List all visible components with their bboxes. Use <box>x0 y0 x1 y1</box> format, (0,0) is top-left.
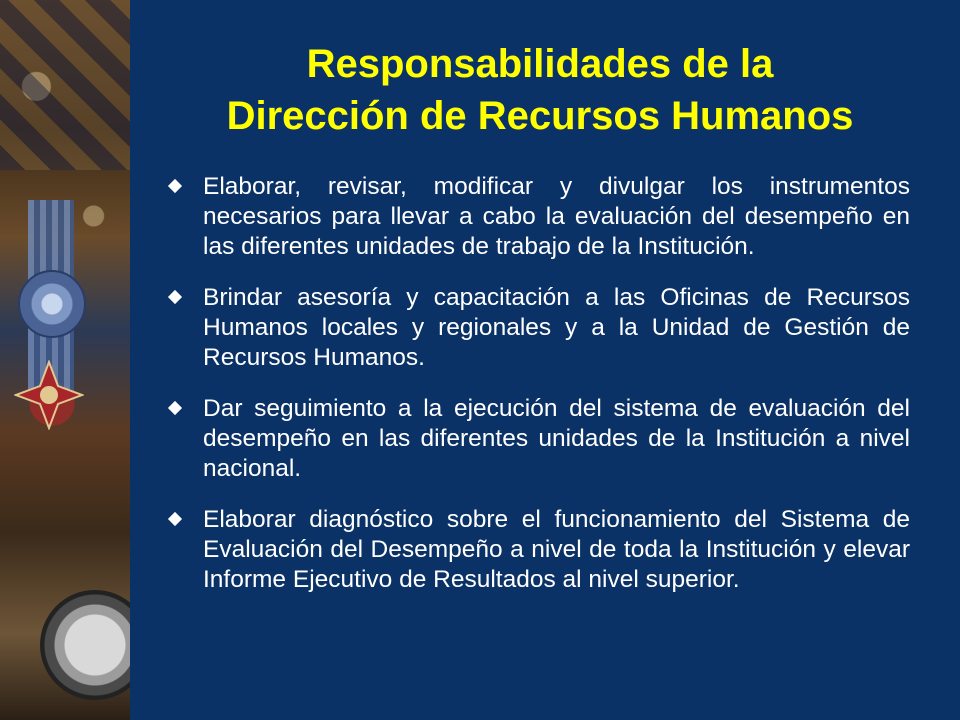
bullet-text: Elaborar diagnóstico sobre el funcionamiento del Sistema de Evaluación del Desempeño a nivel de toda la Institución y elevar Informe Ejecutivo de Resultados al nivel superior. <box>203 506 910 593</box>
slide-title-line-1: Responsabilidades de la <box>306 42 774 86</box>
bullet-item <box>168 283 910 373</box>
bullet-text: Dar seguimiento a la ejecución del sistema de evaluación del desempeño en las diferentes unidades de la Institución a nivel nacional. <box>203 395 910 482</box>
bullet-text: Brindar asesoría y capacitación a las Oficinas de Recursos Humanos locales y regionales y a la Unidad de Gestión de Recursos Humanos. <box>203 284 910 371</box>
diamond-bullet-icon <box>168 512 182 526</box>
slide-title-line-2: Dirección de Recursos Humanos <box>226 94 854 138</box>
bullet-list <box>168 172 910 616</box>
decorative-photo-strip <box>0 0 130 720</box>
bullet-item <box>168 172 910 262</box>
bullet-item <box>168 394 910 484</box>
bullet-text: Elaborar, revisar, modificar y divulgar los instrumentos necesarios para llevar a cabo la evaluación del desempeño en las diferentes unidades de trabajo de la Institución. <box>203 173 910 260</box>
slide-title <box>130 38 950 142</box>
diamond-bullet-icon <box>168 179 182 193</box>
bullet-item <box>168 505 910 595</box>
diamond-bullet-icon <box>168 290 182 304</box>
compass-image <box>40 590 130 700</box>
medal-cross-icon <box>14 360 84 430</box>
photo-box-texture <box>0 0 130 170</box>
diamond-bullet-icon <box>168 401 182 415</box>
slide-content <box>130 0 960 720</box>
rosette-image <box>18 270 86 338</box>
